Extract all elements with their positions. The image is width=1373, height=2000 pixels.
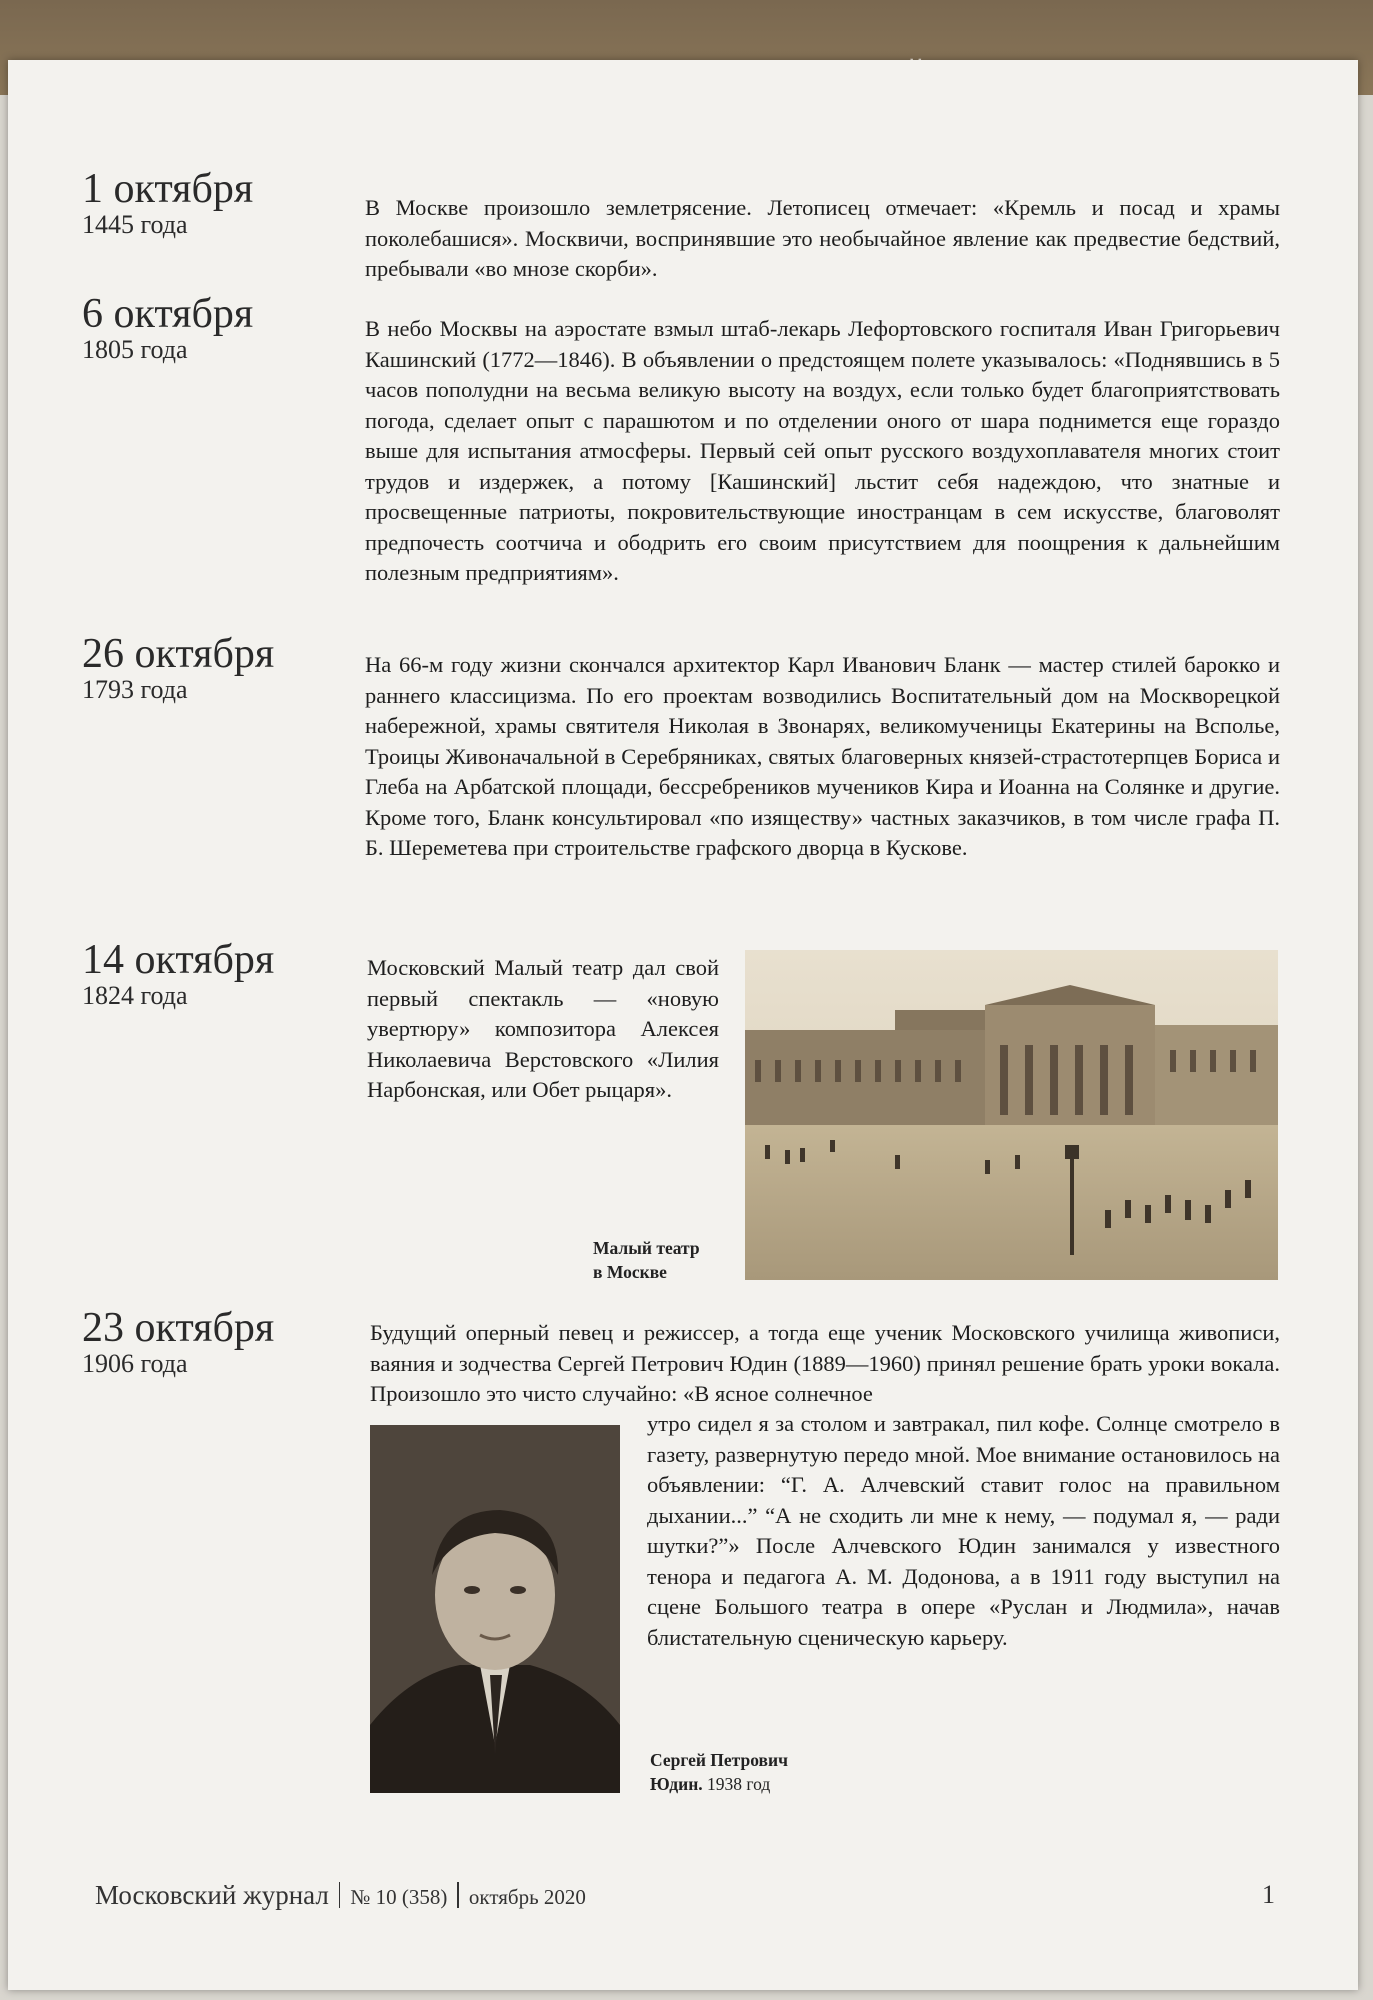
caption-bold: Юдин. <box>650 1774 703 1794</box>
date-day: 1 октября <box>82 166 254 212</box>
entry-text-5-side: утро сидел я за столом и завтракал, пил кофе. Солнце смотрело в газету, развернутую передо мной. Мое внимание остановилось на объявлении: “Г. А. Алчевский ставит голос на правильном дыхании...” “А не сходить ли мне к нему, — подумал я, — ради шутки?”» После Алчевского Юдин занимался у известного тенора и педагога А. М. Додонова, а в 1911 году выступил на сцене Большого театра в опере «Руслан и Людмила», начав блистательную сценическую карьеру. <box>647 1411 1280 1650</box>
footer-separator <box>457 1882 459 1908</box>
entry-date-3 <box>82 632 274 704</box>
entry-date-5 <box>82 1306 274 1378</box>
date-year: 1793 года <box>82 675 188 704</box>
caption-line: Малый театр <box>593 1238 700 1258</box>
entry-text-4: Московский Малый театр дал свой первый спектакль — «новую увертюру» композитора Алексея Николаевича Верстовского «Лилия Нарбонская, или Обет рыцаря». <box>367 955 719 1102</box>
portrait-illustration <box>370 1425 620 1793</box>
entry-text-5-top: Будущий оперный певец и режиссер, а тогда еще ученик Московского училища живописи, ваяния и зодчества Сергей Петрович Юдин (1889—1960) принял решение брать уроки вокала. Произошло это чисто случайно: «В ясное солнечное <box>370 1320 1280 1406</box>
footer <box>95 1880 586 1911</box>
entry-date-1 <box>82 167 253 239</box>
entry-text-3: На 66-м году жизни скончался архитектор Карл Иванович Бланк — мастер стилей барокко и раннего классицизма. По его проектам возводились Воспитательный дом на Москворецкой набережной, храмы святителя Николая в Звонарях, великомученицы Екатерины на Всполье, Троицы Живоначальной в Серебряниках, святых благоверных князей-страстотерпцев Бориса и Глеба на Арбатской площади, бессребреников мучеников Кира и Иоанна на Солянке и другие. Кроме того, Бланк консультировал «по изяществу» частных заказчиков, в том числе графа П. Б. Шереметева при строительстве графского дворца в Кускове. <box>365 652 1280 860</box>
photo-caption-yudin <box>650 1748 900 1796</box>
footer-separator <box>339 1882 341 1908</box>
date-day: 6 октября <box>82 291 254 337</box>
entry-date-2 <box>82 292 253 364</box>
date-day: 23 октября <box>82 1305 275 1351</box>
caption-line: в Москве <box>593 1262 667 1282</box>
yudin-portrait-photo <box>370 1425 620 1793</box>
page-number: 1 <box>1262 1880 1275 1909</box>
issue-month: октябрь 2020 <box>468 1885 586 1909</box>
entry-text-1: В Москве произошло землетрясение. Летописец отмечает: «Кремль и посад и храмы поколебашися». Москвичи, воспринявшие это необычайное явление как предвестие бедствий, пребывали «во мнозе скорби». <box>365 195 1280 281</box>
date-year: 1906 года <box>82 1349 188 1378</box>
caption-line: Сергей Петрович <box>650 1750 788 1770</box>
entry-text-2: В небо Москвы на аэростате взмыл штаб-лекарь Лефортовского госпиталя Иван Григорьевич Кашинский (1772—1846). В объявлении о предстоящем полете указывалось: «Поднявшись в 5 часов пополудни на весьма великую высоту на воздух, если только будет благоприятствовать погода, сделает опыт с парашютом и по отделении оного от шара поднимется еще гораздо выше для испытания атмосферы. Первый сей опыт русского воздухоплавателя многих стоит трудов и издержек, а потому [Кашинский] льстит себя надеждою, что знатные и просвещенные патриоты, покровительствующие иностранцам в сем искусстве, благоволят предпочесть соотчича и ободрить его своим присутствием для поощрения к дальнейшим полезным предприятиям». <box>365 316 1280 585</box>
photo-caption-theatre <box>593 1236 733 1284</box>
journal-name: Московский журнал <box>95 1880 329 1910</box>
caption-plain: 1938 год <box>702 1774 771 1794</box>
issue-number: № 10 (358) <box>350 1885 448 1909</box>
caption-line-2 <box>650 1772 900 1796</box>
date-year: 1445 года <box>82 210 188 239</box>
maly-theatre-illustration <box>745 950 1278 1280</box>
date-day: 14 октября <box>82 937 275 983</box>
date-year: 1805 года <box>82 335 188 364</box>
date-year: 1824 года <box>82 981 188 1010</box>
entry-date-4 <box>82 938 274 1010</box>
date-day: 26 октября <box>82 631 275 677</box>
maly-theatre-photo <box>745 950 1278 1280</box>
